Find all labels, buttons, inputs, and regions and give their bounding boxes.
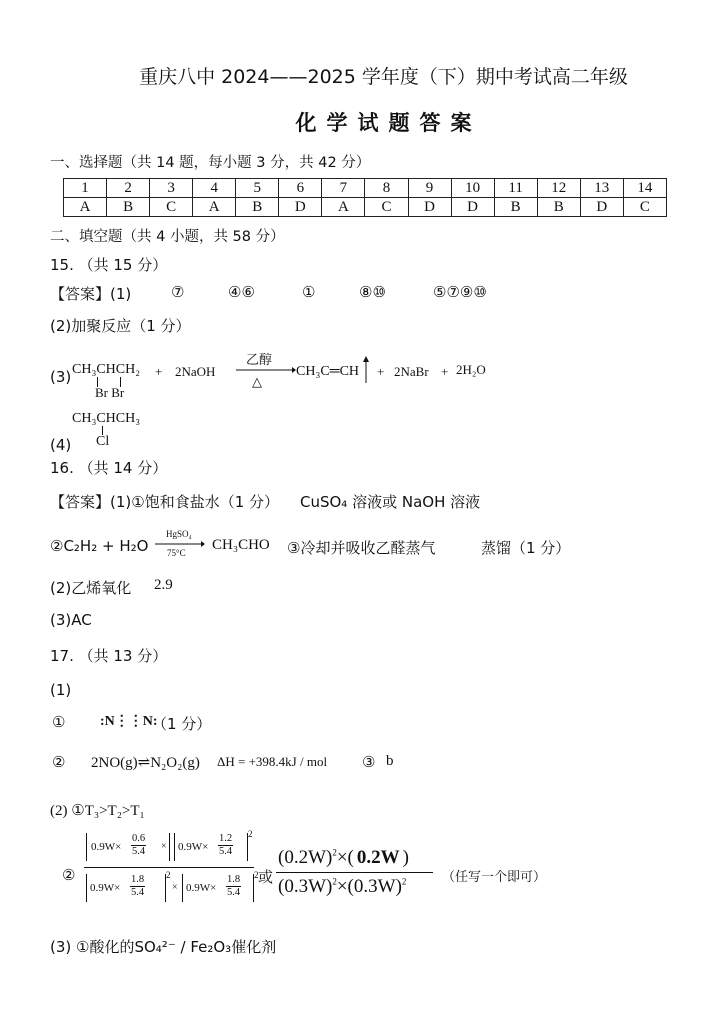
table-cell: C — [623, 198, 666, 217]
q15-nabr: 2NaBr — [394, 364, 429, 379]
q15-answer-1: ⑦ — [171, 283, 185, 301]
answer-table-numbers-row — [64, 179, 667, 198]
table-cell: 8 — [365, 179, 408, 198]
table-cell: D — [451, 198, 494, 217]
table-cell: B — [494, 198, 537, 217]
denominator: 5.4 — [227, 887, 241, 898]
table-cell: 1 — [64, 179, 107, 198]
term: (0.2W) — [278, 847, 333, 868]
q15-reactant-substituents: Br Br — [95, 385, 125, 400]
q17-item2-equation: 2NO(g)⇌N₂O₂(g) — [91, 755, 200, 771]
table-cell: 2 — [107, 179, 150, 198]
q16-condition-bottom: 75°C — [167, 548, 186, 558]
table-cell: B — [537, 198, 580, 217]
table-cell: B — [107, 198, 150, 217]
q16-line2-c: ③冷却并吸收乙醛蒸气 — [287, 539, 436, 557]
table-cell: 6 — [279, 179, 322, 198]
q16-line2-b: CH₃CHO — [212, 537, 270, 553]
table-cell: C — [150, 198, 193, 217]
exponent: 2 — [332, 876, 337, 887]
q17-item1-num: ① — [52, 713, 66, 731]
section-heading-choice: 一、选择题（共 14 题，每小题 3 分，共 42 分） — [50, 155, 371, 171]
denominator: 5.4 — [132, 846, 146, 857]
fraction2-numerator — [278, 847, 409, 869]
plus-sign: + — [441, 364, 449, 379]
q15-answer-3: ① — [302, 283, 316, 301]
fraction — [226, 874, 241, 899]
q17-item2-num: ② — [52, 753, 66, 771]
term: ×( — [336, 847, 354, 868]
q16-part2-b: 2.9 — [154, 577, 173, 593]
q17-item3-answer: b — [386, 753, 394, 769]
denominator: 5.4 — [131, 887, 145, 898]
term: ×(0.3W) — [336, 876, 402, 897]
answer-table-answers-row — [64, 198, 667, 217]
q15-condition-top: 乙醇 — [246, 353, 273, 368]
fraction — [130, 874, 145, 899]
q15-part4-formula: CH₃CHCH₃ — [72, 411, 141, 426]
term: ) — [402, 847, 409, 868]
q15-answer-4: ⑧⑩ — [359, 283, 386, 301]
answer-table — [63, 178, 667, 217]
q15-part2: (2)加聚反应（1 分） — [50, 317, 191, 335]
page-title: 重庆八中 2024——2025 学年度（下）期中考试高二年级 — [139, 66, 628, 88]
term-label: 0.9W× — [178, 841, 209, 853]
table-cell: 3 — [150, 179, 193, 198]
table-cell: C — [365, 198, 408, 217]
q17-item2b-num: ② — [62, 866, 76, 884]
q15-part4-label: (4) — [50, 436, 72, 454]
times-sign: × — [161, 841, 167, 852]
fraction1-denominator — [86, 870, 259, 906]
term: 0.2W — [356, 847, 400, 868]
exponent: 2 — [401, 876, 407, 887]
q15-part3-label: (3) — [50, 368, 72, 386]
q15-reactant: CH₃CHCH₂ — [72, 362, 141, 377]
fraction-bar — [276, 872, 433, 873]
numerator: 1.2 — [219, 833, 233, 844]
exponent: 2 — [332, 847, 337, 858]
q17-item2-enthalpy: ΔH = +398.4kJ / mol — [217, 754, 328, 769]
q17-item1-score: （1 分） — [152, 715, 212, 733]
table-cell: D — [279, 198, 322, 217]
q17-item1-formula: :N⋮⋮N: — [100, 714, 158, 729]
q15-header: 15. （共 15 分） — [50, 256, 168, 274]
numerator: 1.8 — [131, 874, 145, 885]
table-cell: 12 — [537, 179, 580, 198]
q17-note: （任写一个即可） — [442, 870, 547, 885]
q17-part3: (3) ①酸化的SO₄²⁻ / Fe₂O₃催化剂 — [50, 938, 277, 956]
exponent: 2 — [254, 870, 259, 880]
table-cell: 7 — [322, 179, 365, 198]
table-cell: 5 — [236, 179, 279, 198]
term-label: 0.9W× — [90, 882, 121, 894]
table-cell: D — [580, 198, 623, 217]
q15-water: 2H₂O — [456, 362, 486, 377]
plus-sign: + — [155, 364, 163, 379]
q15-part4-substituent: Cl — [96, 434, 110, 449]
table-cell: 13 — [580, 179, 623, 198]
table-cell: 4 — [193, 179, 236, 198]
q16-condition-top: HgSO₄ — [166, 529, 192, 539]
table-cell: 9 — [408, 179, 451, 198]
table-cell: A — [193, 198, 236, 217]
section-heading-fill: 二、填空题（共 4 小题，共 58 分） — [50, 229, 285, 245]
q15-answer-label: 【答案】(1) — [50, 285, 132, 303]
table-cell: 11 — [494, 179, 537, 198]
table-cell: 10 — [451, 179, 494, 198]
q17-header: 17. （共 13 分） — [50, 647, 168, 665]
q15-answer-2: ④⑥ — [228, 283, 255, 301]
fraction — [131, 833, 146, 858]
table-cell: A — [322, 198, 365, 217]
fraction-bar — [84, 867, 254, 868]
times-sign: × — [172, 882, 178, 893]
table-cell: B — [236, 198, 279, 217]
exponent: 2 — [166, 870, 171, 880]
q16-line1-b: CuSO₄ 溶液或 NaOH 溶液 — [300, 493, 481, 511]
plus-sign: + — [377, 364, 385, 379]
q16-part3: (3)AC — [50, 611, 92, 629]
q16-line2-a: ②C₂H₂ + H₂O — [50, 537, 149, 555]
table-cell: A — [64, 198, 107, 217]
q16-line2-d: 蒸馏（1 分） — [481, 539, 571, 557]
term-label: 0.9W× — [91, 841, 122, 853]
fraction — [218, 833, 233, 858]
fraction1-numerator — [86, 829, 253, 865]
exponent: 2 — [248, 829, 253, 839]
q16-part2-a: (2)乙烯氧化 — [50, 579, 132, 597]
q15-condition-bottom: △ — [252, 374, 262, 389]
fraction2-denominator — [278, 876, 406, 898]
numerator: 0.6 — [132, 833, 146, 844]
denominator: 5.4 — [219, 846, 233, 857]
numerator: 1.8 — [227, 874, 241, 885]
reaction-arrow-icon — [236, 365, 296, 375]
reaction-arrow-icon — [155, 540, 205, 548]
q16-header: 16. （共 14 分） — [50, 459, 168, 477]
term: (0.3W) — [278, 876, 333, 897]
q15-naoh: 2NaOH — [175, 364, 216, 379]
term-label: 0.9W× — [186, 882, 217, 894]
q17-part1: (1) — [50, 681, 72, 699]
gas-up-arrow-icon — [362, 356, 370, 384]
table-cell: D — [408, 198, 451, 217]
table-cell: 14 — [623, 179, 666, 198]
q15-product: CH₃C═CH — [296, 364, 360, 379]
or-label: 或 — [258, 868, 274, 886]
page-subtitle: 化学试题答案 — [295, 111, 482, 135]
q17-item3-num: ③ — [362, 753, 376, 771]
q15-answer-5: ⑤⑦⑨⑩ — [433, 283, 487, 301]
q16-line1-a: 【答案】(1)①饱和食盐水（1 分） — [50, 493, 280, 511]
q17-part2: (2) ①T₃>T₂>T₁ — [50, 803, 145, 819]
